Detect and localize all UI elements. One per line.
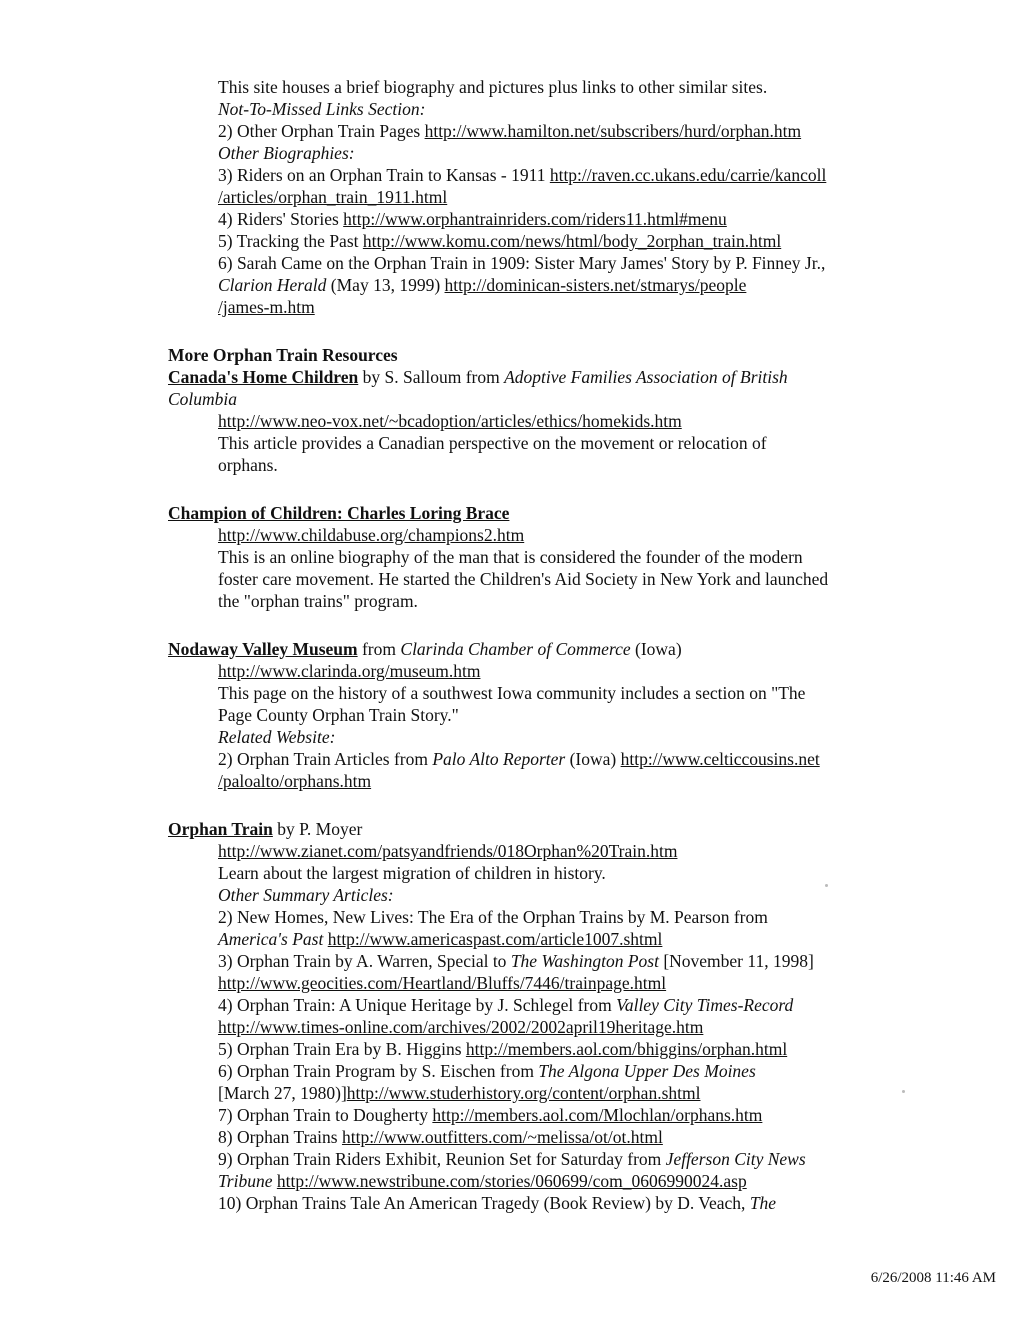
other-summary-heading: Other Summary Articles: (218, 885, 394, 905)
item-text: 4) Orphan Train: A Unique Heritage by J. Schlegel from (218, 995, 617, 1015)
publication-name: America's Past (218, 929, 324, 949)
champion-desc: This is an online biography of the man that is considered the founder of the modern (218, 547, 803, 567)
summary-item-5 (218, 1038, 787, 1060)
item-state: (Iowa) (565, 749, 621, 769)
nodaway-title-link[interactable]: Nodaway Valley Museum (168, 639, 358, 659)
scan-speck (902, 1090, 905, 1093)
intro-item-6: 6) Sarah Came on the Orphan Train in 1909: Sister Mary James' Story by P. Finney Jr., (218, 253, 826, 273)
item-text: 5) Tracking the Past (218, 231, 363, 251)
item-link[interactable]: http://members.aol.com/bhiggins/orphan.html (465, 1039, 788, 1059)
item-link[interactable]: http://www.studerhistory.org/content/orphan.shtml (346, 1083, 701, 1103)
item-link[interactable]: http://www.hamilton.net/subscribers/hurd/orphan.htm (424, 121, 802, 141)
orphan-train-byline: by P. Moyer (272, 819, 363, 839)
item-link[interactable]: http://www.celticcousins.net (620, 749, 820, 769)
champion-title-link[interactable]: Champion of Children: Charles Loring Brace (168, 503, 510, 523)
other-bios-heading: Other Biographies: (218, 143, 355, 163)
publication-name: The (749, 1193, 777, 1213)
summary-item-9-cont (218, 1170, 747, 1192)
item-link[interactable]: http://www.orphantrainriders.com/riders11.html#menu (343, 209, 727, 229)
publication-name: Tribune (218, 1171, 273, 1191)
item-date: [March 27, 1980)] (218, 1083, 347, 1103)
intro-item-4 (218, 208, 727, 230)
publication-name: The Washington Post (510, 951, 659, 971)
canada-url[interactable]: http://www.neo-vox.net/~bcadoption/articles/ethics/homekids.htm (218, 411, 682, 431)
orphan-train-title-link[interactable]: Orphan Train (168, 819, 273, 839)
canada-source-cont: Columbia (168, 389, 238, 409)
not-missed-heading: Not-To-Missed Links Section: (218, 99, 426, 119)
print-timestamp: 6/26/2008 11:46 AM (870, 1270, 996, 1286)
summary-item-10 (218, 1192, 776, 1214)
item-link[interactable]: http://members.aol.com/Mlochlan/orphans.htm (432, 1105, 763, 1125)
item-text: 3) Riders on an Orphan Train to Kansas - 1911 (218, 165, 550, 185)
item-text: 8) Orphan Trains (218, 1127, 342, 1147)
nodaway-desc-cont: Page County Orphan Train Story." (218, 705, 459, 725)
summary-item-3-link[interactable]: http://www.geocities.com/Heartland/Bluffs/7446/trainpage.html (218, 973, 667, 993)
item-text: 10) Orphan Trains Tale An American Tragedy (Book Review) by D. Veach, (218, 1193, 750, 1213)
item-date: [November 11, 1998] (658, 951, 814, 971)
summary-item-4 (218, 994, 793, 1016)
item-text: 5) Orphan Train Era by B. Higgins (218, 1039, 466, 1059)
orphan-train-url[interactable]: http://www.zianet.com/patsyandfriends/018Orphan%20Train.htm (218, 841, 678, 861)
canada-source: Adoptive Families Association of British (504, 367, 788, 387)
item-link[interactable]: http://raven.cc.ukans.edu/carrie/kancoll (549, 165, 827, 185)
item-text: 9) Orphan Train Riders Exhibit, Reunion Set for Saturday from (218, 1149, 666, 1169)
summary-item-8 (218, 1126, 663, 1148)
champion-desc-cont-2: the "orphan trains" program. (218, 591, 418, 611)
summary-item-7 (218, 1104, 762, 1126)
item-text: 4) Riders' Stories (218, 209, 344, 229)
summary-item-6 (218, 1060, 756, 1082)
intro-description: This site houses a brief biography and pictures plus links to other similar sites. (218, 77, 768, 97)
summary-item-9 (218, 1148, 806, 1170)
item-link[interactable]: http://www.komu.com/news/html/body_2orphan_train.html (362, 231, 782, 251)
item-link[interactable]: http://www.outfitters.com/~melissa/ot/ot.html (341, 1127, 663, 1147)
intro-item-6-link-cont[interactable]: /james-m.htm (218, 297, 315, 317)
nodaway-source: Clarinda Chamber of Commerce (400, 639, 631, 659)
nodaway-item-2 (218, 748, 820, 770)
nodaway-from: from (357, 639, 401, 659)
publication-name: The Algona Upper Des Moines (538, 1061, 756, 1081)
publication-name: Jefferson City News (665, 1149, 806, 1169)
intro-item-3-link-cont[interactable]: /articles/orphan_train_1911.html (218, 187, 448, 207)
summary-item-2-cont (218, 928, 662, 950)
nodaway-item-2-link-cont[interactable]: /paloalto/orphans.htm (218, 771, 372, 791)
summary-item-3 (218, 950, 814, 972)
canada-title-link[interactable]: Canada's Home Children (168, 367, 359, 387)
resources-heading: More Orphan Train Resources (168, 345, 398, 365)
canada-entry (168, 366, 788, 388)
item-text: 6) Orphan Train Program by S. Eischen from (218, 1061, 539, 1081)
scan-speck (825, 884, 828, 887)
canada-byline: by S. Salloum from (358, 367, 505, 387)
item-text: 2) Orphan Train Articles from (218, 749, 433, 769)
champion-url[interactable]: http://www.childabuse.org/champions2.htm (218, 525, 525, 545)
item-link[interactable]: http://www.newstribune.com/stories/060699/com_0606990024.asp (276, 1171, 747, 1191)
item-text: 3) Orphan Train by A. Warren, Special to (218, 951, 511, 971)
publication-name: Palo Alto Reporter (432, 749, 566, 769)
orphan-train-desc: Learn about the largest migration of children in history. (218, 863, 606, 883)
summary-item-6-cont (218, 1082, 700, 1104)
item-date: (May 13, 1999) (326, 275, 445, 295)
intro-item-5 (218, 230, 781, 252)
item-text: 7) Orphan Train to Dougherty (218, 1105, 433, 1125)
orphan-train-entry (168, 818, 362, 840)
publication-name: Valley City Times-Record (616, 995, 794, 1015)
item-link[interactable]: http://www.americaspast.com/article1007.shtml (327, 929, 663, 949)
champion-desc-cont: foster care movement. He started the Children's Aid Society in New York and launched (218, 569, 829, 589)
canada-desc-cont: orphans. (218, 455, 278, 475)
related-heading: Related Website: (218, 727, 336, 747)
summary-item-2: 2) New Homes, New Lives: The Era of the Orphan Trains by M. Pearson from (218, 907, 768, 927)
nodaway-desc: This page on the history of a southwest Iowa community includes a section on "The (218, 683, 806, 703)
intro-item-6-cont (218, 274, 746, 296)
summary-item-4-link[interactable]: http://www.times-online.com/archives/2002/2002april19heritage.htm (218, 1017, 704, 1037)
intro-item-3 (218, 164, 826, 186)
nodaway-state: (Iowa) (630, 639, 682, 659)
item-link[interactable]: http://dominican-sisters.net/stmarys/people (444, 275, 747, 295)
publication-name: Clarion Herald (218, 275, 327, 295)
intro-item-2 (218, 120, 801, 142)
item-text: 2) Other Orphan Train Pages (218, 121, 425, 141)
canada-desc: This article provides a Canadian perspective on the movement or relocation of (218, 433, 767, 453)
nodaway-url[interactable]: http://www.clarinda.org/museum.htm (218, 661, 481, 681)
nodaway-entry (168, 638, 682, 660)
